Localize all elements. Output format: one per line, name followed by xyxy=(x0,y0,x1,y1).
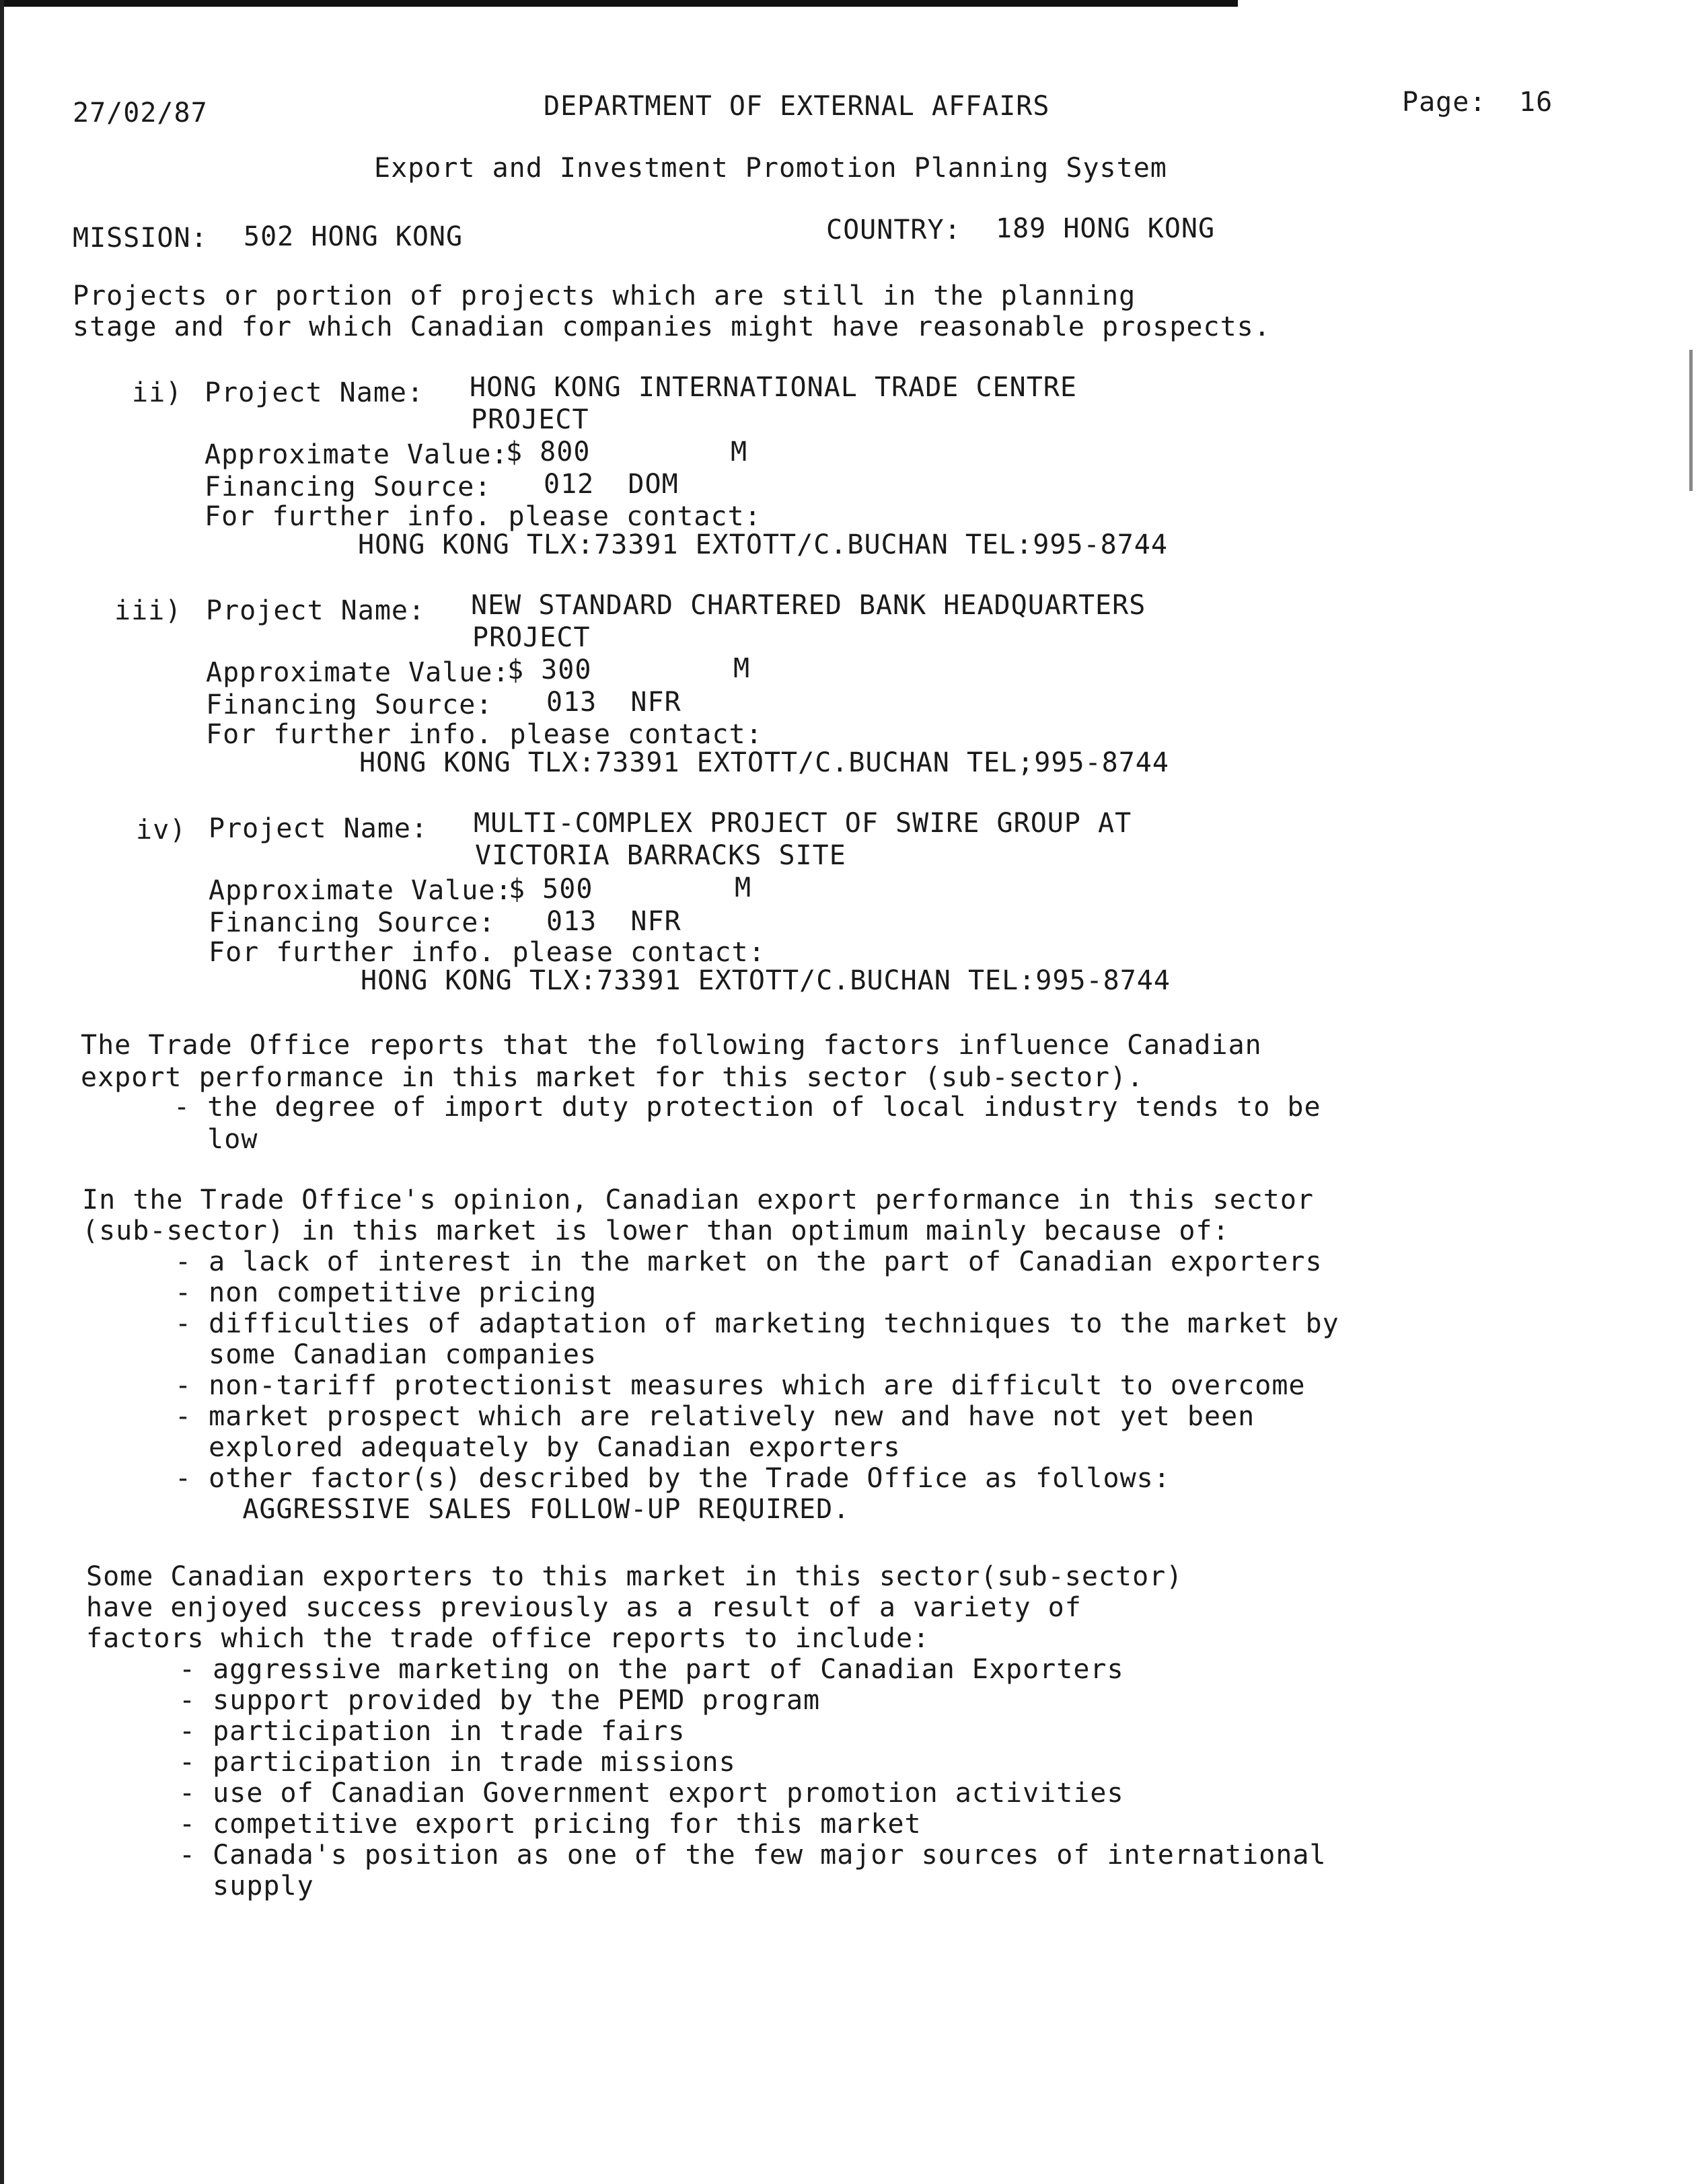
success-intro: factors which the trade office reports to include: xyxy=(86,1623,930,1654)
value-amount: $ 500 xyxy=(509,874,593,905)
success-item: - competitive export pricing for this market xyxy=(179,1809,922,1840)
opinion-item-cont: some Canadian companies xyxy=(175,1339,597,1370)
contact-details: HONG KONG TLX:73391 EXTOTT/C.BUCHAN TEL:995-8744 xyxy=(358,529,1168,560)
project-numeral: iv) xyxy=(136,815,187,845)
opinion-item: - a lack of interest in the market on the part of Canadian exporters xyxy=(175,1246,1323,1277)
project-name-cont: PROJECT xyxy=(472,622,591,653)
report-date: 27/02/87 xyxy=(73,98,208,128)
project-name: HONG KONG INTERNATIONAL TRADE CENTRE xyxy=(470,372,1077,403)
financing-label: Financing Source: xyxy=(206,689,493,720)
value-label: Approximate Value: xyxy=(205,439,509,470)
opinion-item: - market prospect which are relatively new and have not yet been xyxy=(175,1401,1255,1432)
financing-source: 013 NFR xyxy=(546,687,681,718)
success-intro: have enjoyed success previously as a result of a variety of xyxy=(86,1592,1082,1623)
opinion-item: - other factor(s) described by the Trade Office as follows: xyxy=(175,1463,1171,1494)
opinion-intro: In the Trade Office's opinion, Canadian export performance in this sector xyxy=(82,1184,1314,1215)
country-label: COUNTRY: xyxy=(826,215,961,246)
opinion-item-cont: explored adequately by Canadian exporters xyxy=(175,1432,901,1463)
value-unit: M xyxy=(733,653,751,684)
success-item: - participation in trade missions xyxy=(179,1747,736,1778)
scan-edge-top xyxy=(0,0,1238,7)
project-name: NEW STANDARD CHARTERED BANK HEADQUARTERS xyxy=(471,590,1146,621)
factors-intro: The Trade Office reports that the following factors influence Canadian xyxy=(81,1030,1262,1061)
financing-source: 012 DOM xyxy=(544,469,679,500)
contact-label: For further info. please contact: xyxy=(206,719,763,750)
factors-intro: export performance in this market for this sector (sub-sector). xyxy=(81,1062,1144,1093)
contact-details: HONG KONG TLX:73391 EXTOTT/C.BUCHAN TEL:995-8744 xyxy=(361,965,1171,996)
intro-line: stage and for which Canadian companies might have reasonable prospects. xyxy=(73,311,1271,342)
financing-label: Financing Source: xyxy=(205,472,492,502)
success-item: - aggressive marketing on the part of Canadian Exporters xyxy=(179,1654,1124,1685)
project-numeral: iii) xyxy=(114,595,182,626)
scan-edge-left xyxy=(0,0,4,2184)
mission-value: 502 HONG KONG xyxy=(244,221,464,252)
value-unit: M xyxy=(735,872,752,903)
project-name-label: Project Name: xyxy=(205,377,425,408)
opinion-intro: (sub-sector) in this market is lower than optimum mainly because of: xyxy=(82,1215,1230,1246)
scan-mark-right xyxy=(1689,350,1693,491)
system-title: Export and Investment Promotion Planning System xyxy=(374,153,1167,184)
success-item: - Canada's position as one of the few major sources of international xyxy=(179,1840,1327,1871)
country-value: 189 HONG KONG xyxy=(996,213,1216,244)
success-item-cont: supply xyxy=(179,1871,314,1901)
value-label: Approximate Value: xyxy=(209,875,513,906)
department-title: DEPARTMENT OF EXTERNAL AFFAIRS xyxy=(544,91,1050,122)
project-numeral: ii) xyxy=(132,377,183,408)
success-item: - use of Canadian Government export promotion activities xyxy=(179,1778,1124,1809)
success-intro: Some Canadian exporters to this market in this sector(sub-sector) xyxy=(86,1561,1183,1592)
value-amount: $ 300 xyxy=(507,654,592,685)
intro-line: Projects or portion of projects which are still in the planning xyxy=(73,280,1136,311)
project-name-label: Project Name: xyxy=(206,595,426,626)
contact-details: HONG KONG TLX:73391 EXTOTT/C.BUCHAN TEL;995-8744 xyxy=(359,747,1169,778)
factor-item-cont: low xyxy=(174,1124,258,1155)
success-item: - support provided by the PEMD program xyxy=(179,1685,821,1716)
opinion-item-cont: AGGRESSIVE SALES FOLLOW-UP REQUIRED. xyxy=(175,1494,850,1525)
value-label: Approximate Value: xyxy=(206,657,510,688)
contact-label: For further info. please contact: xyxy=(205,501,762,532)
success-item: - participation in trade fairs xyxy=(179,1716,686,1747)
project-name-cont: VICTORIA BARRACKS SITE xyxy=(475,840,846,871)
contact-label: For further info. please contact: xyxy=(209,937,766,968)
mission-label: MISSION: xyxy=(73,223,208,254)
value-amount: $ 800 xyxy=(506,437,591,467)
opinion-item: - difficulties of adaptation of marketing techniques to the market by xyxy=(175,1308,1339,1339)
opinion-item: - non competitive pricing xyxy=(175,1277,597,1308)
page-label: Page: xyxy=(1402,87,1487,118)
project-name-cont: PROJECT xyxy=(471,404,589,435)
project-name: MULTI-COMPLEX PROJECT OF SWIRE GROUP AT xyxy=(474,808,1132,839)
financing-label: Financing Source: xyxy=(209,907,496,938)
page-number: 16 xyxy=(1519,87,1553,118)
opinion-item: - non-tariff protectionist measures which are difficult to overcome xyxy=(175,1370,1306,1401)
factor-item: - the degree of import duty protection of local industry tends to be xyxy=(174,1092,1321,1123)
financing-source: 013 NFR xyxy=(546,906,681,937)
project-name-label: Project Name: xyxy=(209,813,429,844)
value-unit: M xyxy=(731,437,748,467)
